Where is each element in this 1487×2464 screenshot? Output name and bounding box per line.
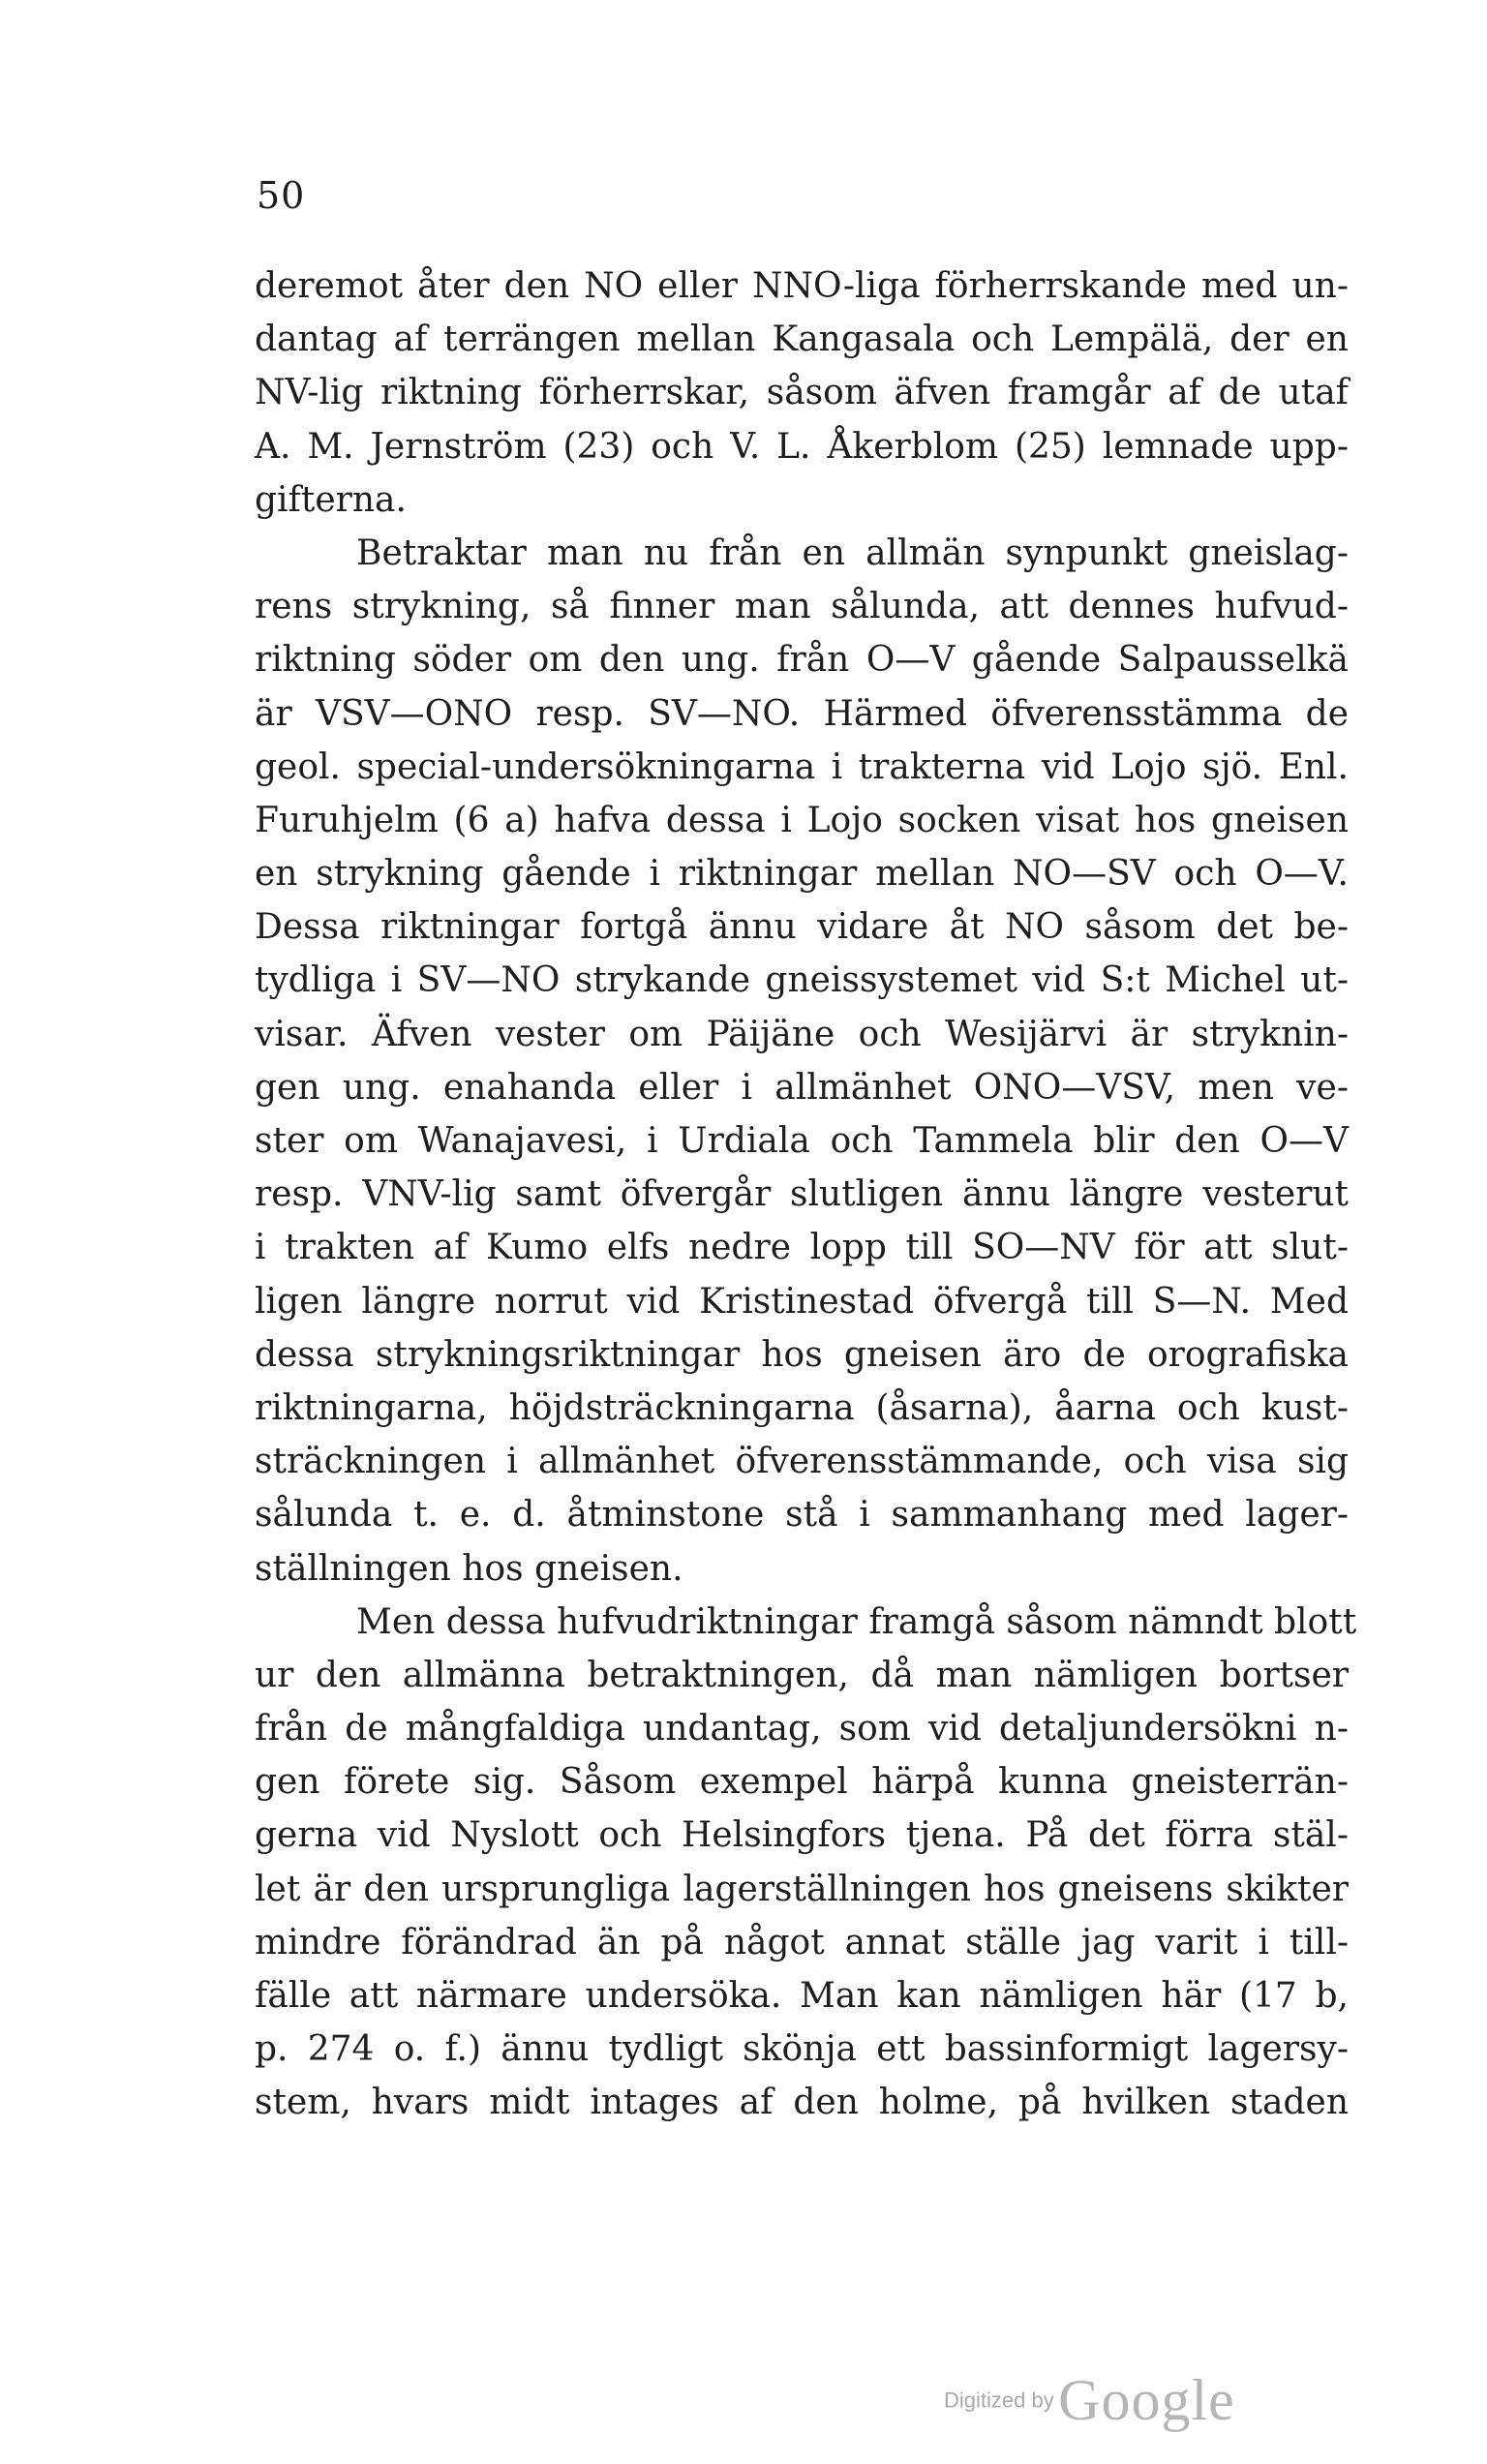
text-line: tydliga i SV—NO strykande gneissystemet vid S:t Michel ut- bbox=[255, 960, 1349, 1001]
text-line: Betraktar man nu från en allmän synpunkt gneislag- bbox=[356, 532, 1349, 573]
text-line: ur den allmänna betraktningen, då man nämligen bortser bbox=[255, 1655, 1349, 1695]
text-line: gen förete sig. Såsom exempel härpå kunna gneisterrän- bbox=[255, 1762, 1349, 1803]
text-line: A. M. Jernström (23) och V. L. Åkerblom (25) lemnade upp- bbox=[255, 426, 1349, 467]
text-line: geol. special-undersökningarna i trakterna vid Lojo sjö. Enl. bbox=[255, 746, 1349, 787]
text-line: sålunda t. e. d. åtminstone stå i sammanhang med lager- bbox=[255, 1495, 1349, 1536]
body-text bbox=[255, 259, 1357, 2130]
text-line: let är den ursprungliga lagerställningen hos gneisens skikter bbox=[255, 1869, 1349, 1909]
text-line: p. 274 o. f.) ännu tydligt skönja ett bassinformigt lagersy- bbox=[255, 2029, 1349, 2070]
watermark-prefix: Digitized by bbox=[944, 2388, 1054, 2413]
text-line: ställningen hos gneisen. bbox=[255, 1548, 683, 1589]
text-line: dessa strykningsriktningar hos gneisen äro de orografiska bbox=[255, 1334, 1349, 1375]
text-line: dantag af terrängen mellan Kangasala och Lempälä, der en bbox=[255, 319, 1349, 360]
text-line: Furuhjelm (6 a) hafva dessa i Lojo socken visat hos gneisen bbox=[255, 800, 1349, 840]
google-logo: Google bbox=[1058, 2368, 1235, 2432]
text-line: fälle att närmare undersöka. Man kan nämligen här (17 b, bbox=[255, 1976, 1349, 2016]
text-line: ster om Wanajavesi, i Urdiala och Tammela blir den O—V bbox=[255, 1121, 1349, 1161]
text-line: stem, hvars midt intages af den holme, på hvilken staden bbox=[255, 2083, 1349, 2123]
text-line: riktningarna, höjdsträckningarna (åsarna), åarna och kust- bbox=[255, 1387, 1349, 1428]
text-line: rens strykning, så finner man sålunda, att dennes hufvud- bbox=[255, 587, 1349, 627]
text-line: från de mångfaldiga undantag, som vid detaljundersökni n- bbox=[255, 1709, 1349, 1749]
text-line: gen ung. enahanda eller i allmänhet ONO—VSV, men ve- bbox=[255, 1067, 1349, 1108]
text-line: visar. Äfven vester om Päijäne och Wesijärvi är stryknin- bbox=[255, 1014, 1349, 1054]
text-line: Men dessa hufvudriktningar framgå såsom nämndt blott bbox=[356, 1601, 1357, 1642]
text-line: NV-lig riktning förherrskar, såsom äfven framgår af de utaf bbox=[255, 373, 1349, 413]
text-line: en strykning gående i riktningar mellan NO—SV och O—V. bbox=[255, 854, 1349, 895]
text-line: riktning söder om den ung. från O—V gående Salpausselkä bbox=[255, 640, 1349, 681]
text-line: i trakten af Kumo elfs nedre lopp till SO—NV för att slut- bbox=[255, 1228, 1349, 1268]
page-number: 50 bbox=[257, 174, 306, 217]
text-line: deremot åter den NO eller NNO-liga förherrskande med un- bbox=[255, 266, 1349, 306]
text-line: resp. VNV-lig samt öfvergår slutligen ännu längre vesterut bbox=[255, 1174, 1349, 1215]
text-line: gifterna. bbox=[255, 479, 407, 520]
text-line: är VSV—ONO resp. SV—NO. Härmed öfverensstämma de bbox=[255, 693, 1349, 734]
text-line: ligen längre norrut vid Kristinestad öfvergå till S—N. Med bbox=[255, 1281, 1349, 1322]
digitized-watermark bbox=[944, 2367, 1235, 2434]
text-line: sträckningen i allmänhet öfverensstämmande, och visa sig bbox=[255, 1442, 1349, 1482]
text-line: gerna vid Nyslott och Helsingfors tjena. På det förra stäl- bbox=[255, 1815, 1349, 1856]
text-line: Dessa riktningar fortgå ännu vidare åt NO såsom det be- bbox=[255, 907, 1349, 948]
text-line: mindre förändrad än på något annat ställe jag varit i till- bbox=[255, 1922, 1349, 1962]
